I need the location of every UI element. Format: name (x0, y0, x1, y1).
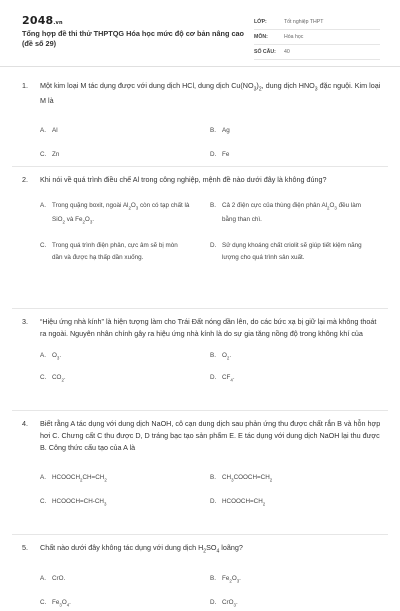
question-stem: Khi nói về quá trình điều chế Al trong công nghiệp, mệnh đề nào dưới đây là không đúng? (40, 175, 327, 184)
option-text: Trong quặng boxit, ngoài $Al_2O_3$ còn có tạp chất là SiO$_2$ và $Fe_2O_3$. (52, 202, 190, 224)
option-a[interactable] (40, 125, 200, 137)
site-logo[interactable] (22, 14, 63, 27)
meta-value: 40 (284, 49, 290, 55)
option-text: Sử dụng khoáng chất criolit sẽ giúp tiết kiệm năng lượng cho quá trình sản xuất. (222, 242, 362, 261)
divider (12, 534, 388, 535)
option-letter: A. (40, 474, 46, 481)
meta-value: Hóa học (284, 34, 304, 40)
option-letter: A. (40, 352, 46, 359)
option-letter: B. (210, 127, 216, 135)
question-4 (22, 418, 382, 507)
option-a[interactable] (40, 200, 190, 228)
question-stem: Biết rằng A tác dụng với dung dịch NaOH, cô cạn dung dịch sau phản ứng thu được chất rắn B và hỗn hợp hơi C. Chưng cất C thu được D, D tráng bạc tạo sản phẩm E. E tác dụng với dung dịch NaOH lại thu được B. Công thức cấu tạo của A là (40, 419, 381, 452)
logo-domain: .vn (53, 20, 63, 26)
question-stem: Một kim loại M tác dụng được với dung dịch HCl, dung dịch $Cu(NO_3)_2$, dung dịch $HNO_3$ đặc nguội. Kim loại M là (40, 81, 381, 106)
option-text: Trong quá trình điện phân, cực âm sẽ bị mòn dần và được hạ thấp dần xuống. (52, 242, 178, 261)
option-c[interactable] (40, 496, 200, 510)
option-d[interactable] (210, 372, 370, 386)
option-text: $O_2$. (222, 352, 232, 361)
exam-title: Tổng hợp đề thi thử THPTQG Hóa học mức độ cơ bản nâng cao (đề số 29) (22, 29, 245, 48)
meta-row-count (254, 45, 380, 60)
option-letter: D. (210, 151, 217, 159)
option-text: $O_3$. (52, 352, 62, 361)
option-text: CrO. (52, 575, 66, 583)
question-stem: Chất nào dưới đây không tác dụng với dung dịch $H_2SO_4$ loãng? (40, 543, 243, 555)
option-letter: D. (210, 498, 217, 505)
option-b[interactable] (210, 200, 370, 225)
logo-text: 2048 (22, 14, 54, 27)
meta-row-subject (254, 30, 380, 45)
meta-label: LỚP: (254, 19, 267, 25)
option-letter: C. (40, 374, 47, 381)
option-letter: C. (40, 151, 47, 159)
option-letter: D. (210, 374, 217, 381)
option-letter: B. (210, 352, 216, 359)
question-1 (22, 80, 382, 159)
option-b[interactable] (210, 472, 370, 486)
option-letter: A. (40, 202, 46, 209)
question-2 (22, 174, 382, 261)
option-letter: C. (40, 498, 47, 505)
option-text: $Fe_3O_4$. (52, 599, 71, 608)
option-d[interactable] (210, 240, 370, 263)
option-text: Fe (222, 151, 230, 159)
option-d[interactable] (210, 496, 370, 510)
option-c[interactable] (40, 597, 200, 611)
option-text: Ag (222, 127, 230, 135)
option-text: $HCOOCH_2CH=CH_2$ (52, 474, 107, 483)
option-letter: A. (40, 127, 46, 135)
option-d[interactable] (210, 597, 370, 611)
question-3 (22, 316, 382, 383)
option-text: $Fe_2O_3$. (222, 575, 241, 584)
option-letter: D. (210, 599, 217, 607)
option-text: Al (52, 127, 58, 135)
option-a[interactable] (40, 472, 200, 486)
option-letter: B. (210, 202, 216, 209)
option-text: Zn (52, 151, 60, 159)
option-d[interactable] (210, 149, 370, 161)
option-c[interactable] (40, 149, 200, 161)
option-letter: C. (40, 599, 47, 607)
option-text: $CH_3COOCH=CH_2$ (222, 474, 273, 483)
option-text: $CF_4$. (222, 374, 235, 383)
option-text: $CO_2$. (52, 374, 66, 383)
option-b[interactable] (210, 573, 370, 587)
meta-label: SỐ CÂU: (254, 49, 276, 55)
option-c[interactable] (40, 240, 190, 263)
option-letter: B. (210, 575, 216, 583)
option-b[interactable] (210, 125, 370, 137)
question-number: 1. (22, 81, 28, 90)
option-letter: D. (210, 242, 217, 249)
meta-row-class (254, 15, 380, 30)
meta-value: Tốt nghiệp THPT (284, 19, 324, 25)
exam-meta (254, 15, 380, 60)
meta-label: MÔN: (254, 34, 268, 40)
divider (12, 308, 388, 309)
divider (12, 410, 388, 411)
option-a[interactable] (40, 350, 200, 364)
option-letter: C. (40, 242, 47, 249)
option-letter: A. (40, 575, 46, 583)
question-number: 3. (22, 317, 28, 326)
option-text: $HCOOCH=CH-CH_3$ (52, 498, 107, 507)
exam-header (0, 0, 400, 67)
question-stem: “Hiệu ứng nhà kính” là hiện tượng làm cho Trái Đất nóng dần lên, do các bức xạ bị giữ lại mà không thoát ra ngoài. Nguyên nhân chính gây ra hiệu ứng nhà kính là do sự gia tăng nồng độ trong không khí của (40, 317, 377, 338)
option-letter: B. (210, 474, 216, 481)
divider (12, 166, 388, 167)
question-5 (22, 542, 382, 608)
option-b[interactable] (210, 350, 370, 364)
option-a[interactable] (40, 573, 200, 585)
question-number: 2. (22, 175, 28, 184)
option-text: $HCOOCH=CH_2$ (222, 498, 266, 507)
question-number: 4. (22, 419, 28, 428)
question-number: 5. (22, 543, 28, 552)
option-c[interactable] (40, 372, 200, 386)
option-text: Cả 2 điện cực của thùng điện phân $Al_2O_3$ đều làm bằng than chì. (222, 202, 362, 223)
option-text: CrO$_3$. (222, 599, 238, 608)
